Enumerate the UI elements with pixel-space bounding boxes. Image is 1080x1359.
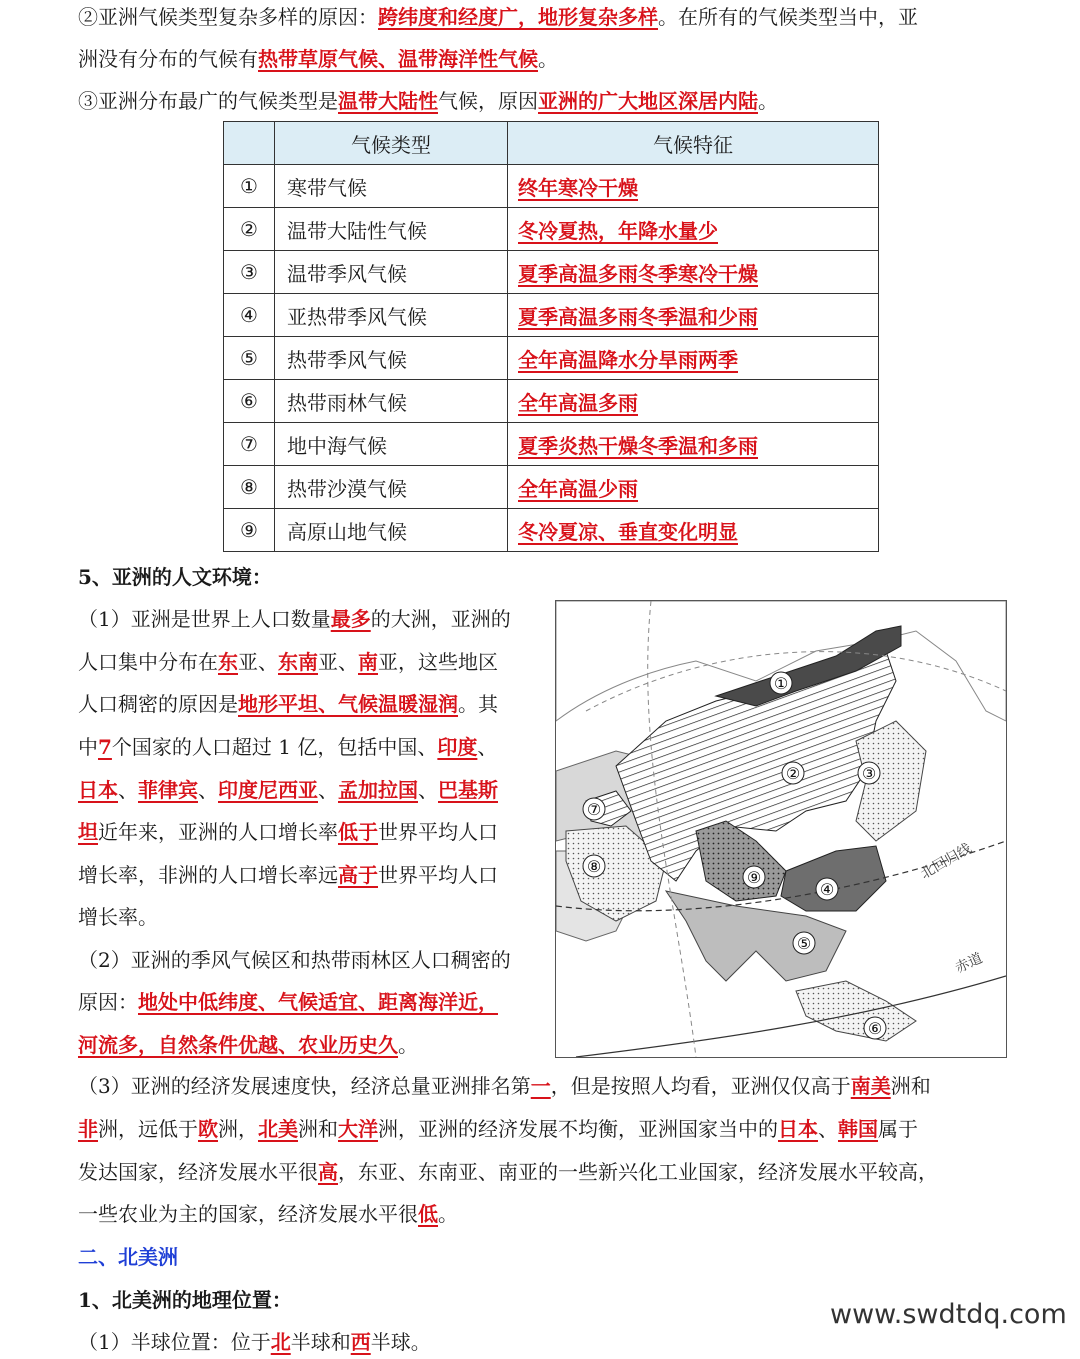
equator-line	[576, 976, 1006, 1057]
row-number: ②	[224, 208, 275, 251]
climate-feature: 全年高温少雨	[518, 476, 638, 501]
climate-feature: 全年高温降水分旱雨两季	[518, 347, 738, 372]
row-number: ⑨	[224, 509, 275, 552]
climate-type: 亚热带季风气候	[275, 294, 508, 337]
climate-type: 热带沙漠气候	[275, 466, 508, 509]
climate-type: 热带雨林气候	[275, 380, 508, 423]
table-row	[224, 466, 879, 509]
marker-5: ⑤	[796, 934, 812, 953]
subtropical-monsoon-region	[781, 846, 886, 911]
paragraph-line: 原因：地处中低纬度、气候适宜、距离海洋近，	[78, 990, 498, 1014]
row-number: ①	[224, 165, 275, 208]
paragraph-line: （3）亚洲的经济发展速度快，经济总量亚洲排名第一，但是按照人均看，亚洲仅仅高于南美洲和	[78, 1074, 931, 1098]
rainforest-region	[796, 981, 916, 1041]
paragraph-line: 非洲，远低于欧洲，北美洲和大洋洲，亚洲的经济发展不均衡，亚洲国家当中的日本、韩国属于	[78, 1117, 918, 1141]
marker-7: ⑦	[586, 800, 602, 819]
subsection-heading: 1、北美洲的地理位置：	[78, 1288, 292, 1312]
climate-feature: 冬冷夏热，年降水量少	[518, 218, 718, 243]
table-row	[224, 294, 879, 337]
section-heading: 5、亚洲的人文环境：	[78, 565, 272, 589]
marker-9: ⑨	[746, 868, 762, 887]
paragraph-line: 增长率。	[78, 905, 158, 929]
widest-climate-line: ③亚洲分布最广的气候类型是温带大陆性气候，原因亚洲的广大地区深居内陆。	[78, 89, 778, 113]
paragraph-line: 发达国家，经济发展水平很高，东亚、东南亚、南亚的一些新兴化工业国家，经济发展水平较高，	[78, 1160, 938, 1184]
table-header-num	[224, 122, 275, 165]
marker-2: ②	[785, 764, 801, 783]
watermark: www.swdtdq.com	[824, 1297, 1073, 1332]
paragraph-line: 日本、菲律宾、印度尼西亚、孟加拉国、巴基斯	[78, 778, 498, 802]
paragraph-line: （1）半球位置：位于北半球和西半球。	[78, 1330, 431, 1354]
marker-3: ③	[861, 764, 877, 783]
answer-blank: 温带大陆性	[338, 89, 438, 113]
climate-feature: 冬冷夏凉、垂直变化明显	[518, 519, 738, 544]
marker-8: ⑧	[586, 857, 602, 876]
paragraph-line: （2）亚洲的季风气候区和热带雨林区人口稠密的	[78, 948, 511, 972]
climate-table	[223, 121, 879, 552]
row-number: ⑤	[224, 337, 275, 380]
table-row	[224, 423, 879, 466]
table-header-row	[224, 122, 879, 165]
marker-6: ⑥	[867, 1019, 883, 1038]
climate-reason-line2: 洲没有分布的气候有热带草原气候、温带海洋性气候。	[78, 47, 558, 71]
table-row	[224, 165, 879, 208]
paragraph-line: 增长率，非洲的人口增长率远高于世界平均人口	[78, 863, 498, 887]
climate-reason-line1: ②亚洲气候类型复杂多样的原因：跨纬度和经度广，地形复杂多样。在所有的气候类型当中，亚	[78, 5, 918, 29]
map-svg	[556, 601, 1006, 1057]
paragraph-line: 坦近年来，亚洲的人口增长率低于世界平均人口	[78, 820, 498, 844]
answer-blank: 热带草原气候、温带海洋性气候	[258, 47, 538, 71]
climate-feature: 全年高温多雨	[518, 390, 638, 415]
climate-feature: 夏季高温多雨冬季寒冷干燥	[518, 261, 758, 286]
plateau-region	[696, 821, 786, 901]
table-header-type: 气候类型	[275, 122, 508, 165]
table-row	[224, 380, 879, 423]
climate-type: 温带大陆性气候	[275, 208, 508, 251]
paragraph-line: 一些农业为主的国家，经济发展水平很低。	[78, 1202, 458, 1226]
climate-feature: 终年寒冷干燥	[518, 175, 638, 200]
climate-feature: 夏季炎热干燥冬季温和多雨	[518, 433, 758, 458]
row-number: ③	[224, 251, 275, 294]
table-row	[224, 208, 879, 251]
tropic-label: 北回归线	[918, 840, 975, 883]
paragraph-line: 人口集中分布在东亚、东南亚、南亚，这些地区	[78, 650, 498, 674]
answer-blank: 跨纬度和经度广，地形复杂多样	[378, 5, 658, 29]
row-number: ④	[224, 294, 275, 337]
climate-type: 高原山地气候	[275, 509, 508, 552]
marker-1: ①	[773, 674, 789, 693]
climate-type: 热带季风气候	[275, 337, 508, 380]
table-row	[224, 251, 879, 294]
asia-climate-map	[555, 600, 1007, 1058]
paragraph-line: 人口稠密的原因是地形平坦、气候温暖湿润。其	[78, 692, 498, 716]
climate-type: 地中海气候	[275, 423, 508, 466]
section-title: 二、北美洲	[78, 1245, 178, 1269]
row-number: ⑧	[224, 466, 275, 509]
climate-feature: 夏季高温多雨冬季温和少雨	[518, 304, 758, 329]
equator-label: 赤道	[952, 950, 986, 977]
table-row	[224, 337, 879, 380]
table-row	[224, 509, 879, 552]
climate-type: 寒带气候	[275, 165, 508, 208]
paragraph-line: 河流多，自然条件优越、农业历史久。	[78, 1033, 418, 1057]
table-header-feature: 气候特征	[508, 122, 879, 165]
row-number: ⑦	[224, 423, 275, 466]
paragraph-line: （1）亚洲是世界上人口数量最多的大洲，亚洲的	[78, 607, 511, 631]
marker-4: ④	[819, 880, 835, 899]
answer-blank: 亚洲的广大地区深居内陆	[538, 89, 758, 113]
row-number: ⑥	[224, 380, 275, 423]
paragraph-line: 中7个国家的人口超过 1 亿，包括中国、印度、	[78, 735, 498, 759]
climate-type: 温带季风气候	[275, 251, 508, 294]
